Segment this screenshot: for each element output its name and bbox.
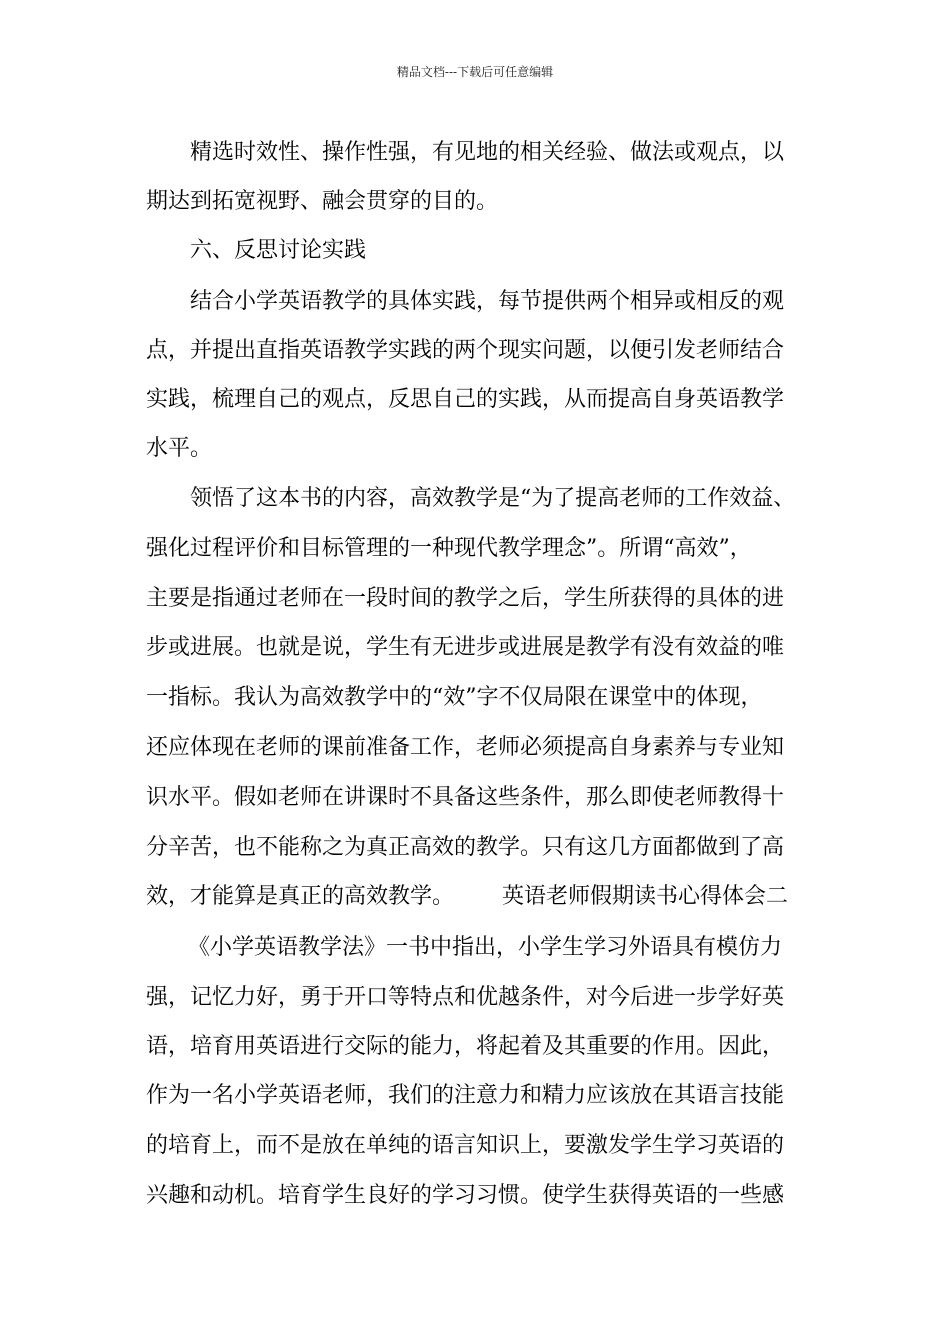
text-line: 精选时效性、操作性强，有见地的相关经验、做法或观点，以 (190, 140, 785, 165)
text-line: 的培育上，而不是放在单纯的语言知识上，要激发学生学习英语的 (146, 1133, 785, 1158)
page-header: 精品文档---下载后可任意编辑 (396, 65, 554, 79)
section-heading: 六、反思讨论实践 (190, 238, 367, 263)
text-line: 一指标。我认为高效教学中的“效”字不仅局限在课堂中的体现， (146, 685, 763, 710)
text-line: 结合小学英语教学的具体实践，每节提供两个相异或相反的观 (190, 289, 785, 314)
text-line: 兴趣和动机。培育学生良好的学习习惯。使学生获得英语的一些感 (146, 1183, 785, 1208)
text-line: 作为一名小学英语老师，我们的注意力和精力应该放在其语言技能 (146, 1083, 785, 1108)
text-line: 实践，梳理自己的观点，反思自己的实践，从而提高自身英语教学 (146, 387, 785, 412)
text-line: 识水平。假如老师在讲课时不具备这些条件，那么即使老师教得十 (146, 785, 785, 810)
text-line: 效，才能算是真正的高效教学。 (146, 884, 455, 909)
text-line: 语，培育用英语进行交际的能力，将起着及其重要的作用。因此， (146, 1034, 785, 1059)
text-line: 水平。 (146, 436, 213, 461)
text-line: 强，记忆力好，勇于开口等特点和优越条件，对今后进一步学好英 (146, 985, 785, 1010)
text-line: 期达到拓宽视野、融会贯穿的目的。 (146, 189, 499, 214)
text-line: 还应体现在老师的课前准备工作，老师必须提高自身素养与专业知 (146, 735, 785, 760)
section-title: 英语老师假期读书心得体会二 (502, 884, 789, 909)
text-line: 分辛苦，也不能称之为真正高效的教学。只有这几方面都做到了高 (146, 835, 785, 860)
text-line: 《小学英语教学法》一书中指出，小学生学习外语具有模仿力 (188, 935, 783, 960)
text-line: 步或进展。也就是说，学生有无进步或进展是教学有没有效益的唯 (146, 635, 785, 660)
text-line: 领悟了这本书的内容，高效教学是“为了提高老师的工作效益、 (190, 486, 796, 511)
text-line: 主要是指通过老师在一段时间的教学之后，学生所获得的具体的进 (146, 586, 785, 611)
text-line: 点，并提出直指英语教学实践的两个现实问题，以便引发老师结合 (146, 338, 785, 363)
text-line: 强化过程评价和目标管理的一种现代教学理念”。所谓“高效”， (146, 536, 752, 561)
